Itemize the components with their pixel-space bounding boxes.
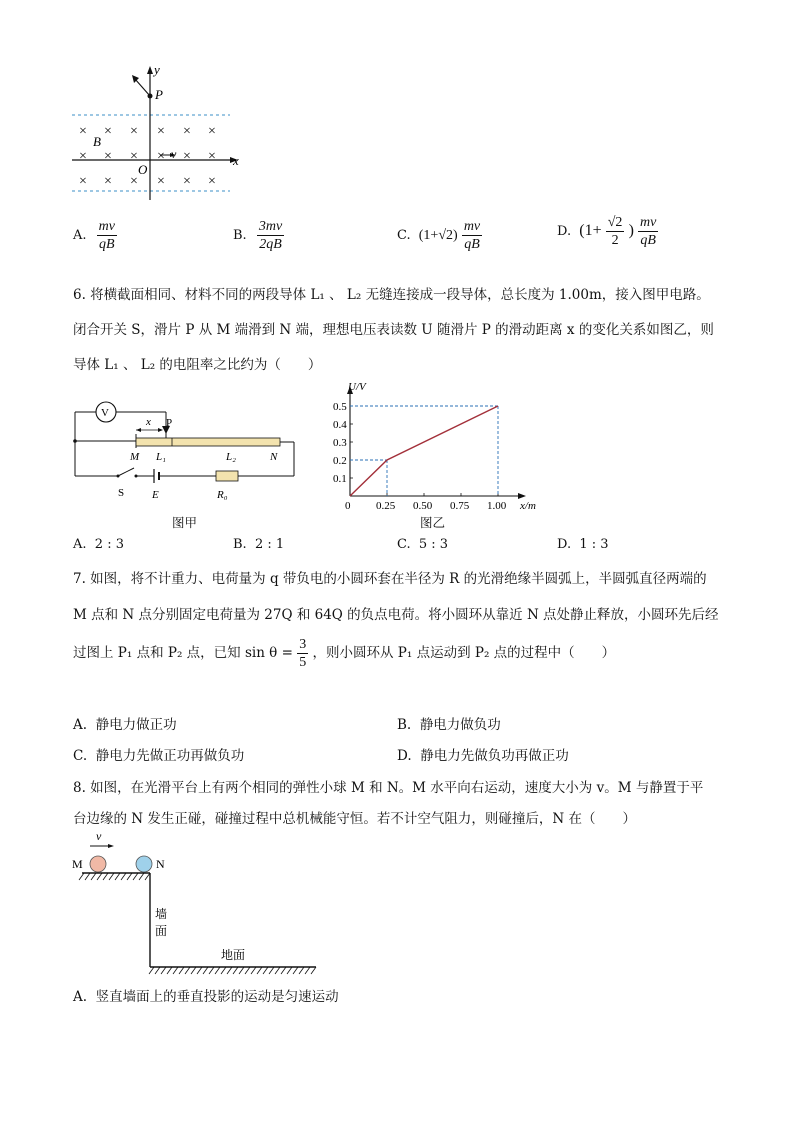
circuit-diagram [66,396,306,506]
figure-a-caption: 图甲 [172,515,198,530]
q5-option-b[interactable]: B. $\frac{3mv}{2qB}$ [233,219,283,252]
q6-line-2: 闭合开关 S，滑片 P 从 M 端滑到 N 端，理想电压表读数 U 随滑片 P 的滑动距离 x 的变化关系如图乙，则 [73,322,714,338]
q6-option-a[interactable]: A. 2 : 3 [73,537,124,552]
x-axis-title: x/m [520,500,536,512]
figure-b-caption: 图乙 [420,515,446,530]
q6-option-c[interactable]: C. 5 : 3 [397,537,449,552]
field-cross: × [130,124,138,139]
circuit-s-label: S [118,487,125,499]
y-tick-label: 0.2 [333,455,347,467]
q5-option-c[interactable]: C. (1+√2) $\frac{mv}{qB}$ [397,219,481,252]
y-tick-label: 0.3 [333,437,347,449]
q6-line-3: 导体 L₁ 、 L₂ 的电阻率之比约为（ ） [73,357,322,373]
circuit-l1-label: L₁ [156,451,166,463]
q7-line-1: 7. 如图，将不计重力、电荷量为 q 带负电的小圆环套在半径为 R 的光滑绝缘半圆弧上，半圆弧直径两端的 [73,571,707,587]
u-x-chart [330,378,560,513]
x-tick-label: 0.50 [413,500,433,512]
field-cross: × [79,174,87,189]
field-cross: × [157,174,165,189]
y-tick-label: 0.1 [333,473,347,485]
field-cross: × [208,149,216,164]
y-tick-label: 0.5 [333,401,347,413]
circuit-p-label: P [166,417,173,429]
circuit-r0-label: R₀ [217,489,228,501]
q5-option-a[interactable]: A. $\frac{mv}{qB}$ [73,219,115,252]
q7-line-3: 过图上 P₁ 点和 P₂ 点，已知 sin θ = $\frac{3}{5}$ ，则小圆环从 P₁ 点运动到 P₂ 点的过程中（ ） [73,637,616,670]
y-axis-title: U/V [348,381,366,393]
field-cross: × [104,149,112,164]
wall-label-2: 面 [155,924,168,938]
field-cross: × [79,124,87,139]
velocity-v-label: v [171,147,177,161]
q6-line-1: 6. 将横截面相同、材料不同的两段导体 L₁ 、 L₂ 无缝连接成一段导体，总长度为 1.00m，接入图甲电路。 [73,287,710,303]
x-axis-label: x [233,153,239,168]
velocity-label: v [96,829,102,843]
q6-option-d[interactable]: D. 1 : 3 [557,537,609,552]
q5-option-d[interactable]: D. (1+ $\frac{√2}{2}$ ) $\frac{mv}{qB}$ [557,215,657,248]
circuit-l2-label: L₂ [226,451,236,463]
magnetic-field-figure [60,58,260,208]
field-b-label: B [93,134,101,149]
circuit-m-label: M [130,451,140,463]
voltmeter-label: V [101,407,109,419]
ball-m-label: M [72,857,83,871]
x-tick-label: 0.75 [450,500,470,512]
q7-line-2: M 点和 N 点分别固定电荷量为 27Q 和 64Q 的负点电荷。将小圆环从靠近 N 点处静止释放，小圆环先后经 [73,607,719,623]
q8-line-1: 8. 如图，在光滑平台上有两个相同的弹性小球 M 和 N。M 水平向右运动，速度大小为 v。M 与静置于平 [73,780,704,796]
q7-option-c[interactable]: C. 静电力先做正功再做负功 [73,748,245,764]
x-tick-label: 1.00 [487,500,507,512]
y-tick-label: 0.4 [333,419,347,431]
x-tick-label: 0.25 [376,500,396,512]
origin-label: 0 [345,500,351,512]
point-p-label: P [155,87,163,102]
field-cross: × [208,174,216,189]
series-line [350,406,498,496]
q7-option-a[interactable]: A. 静电力做正功 [73,717,177,733]
circuit-e-label: E [152,489,159,501]
field-cross: × [183,124,191,139]
field-cross: × [104,174,112,189]
q7-option-d[interactable]: D. 静电力先做负功再做正功 [397,748,569,764]
circuit-n-label: N [270,451,278,463]
field-cross: × [104,124,112,139]
origin-o-label: O [138,162,148,177]
q8-option-a[interactable]: A. 竖直墙面上的垂直投影的运动是匀速运动 [73,989,339,1005]
field-cross: × [183,149,191,164]
q8-line-2: 台边缘的 N 发生正碰，碰撞过程中总机械能守恒。若不计空气阻力，则碰撞后，N 在（ ） [73,811,636,827]
field-cross: × [157,149,165,164]
q7-option-b[interactable]: B. 静电力做负功 [397,717,501,733]
field-cross: × [208,124,216,139]
ground-label: 地面 [221,948,246,962]
collision-figure [66,826,326,976]
field-cross: × [79,149,87,164]
y-axis-label: y [154,62,160,77]
q6-option-b[interactable]: B. 2 : 1 [233,537,285,552]
circuit-x-label: x [146,416,151,428]
field-cross: × [183,174,191,189]
field-cross: × [130,149,138,164]
field-cross: × [157,124,165,139]
field-cross: × [130,174,138,189]
wall-label-1: 墙 [155,907,168,921]
ball-n-label: N [156,857,165,871]
